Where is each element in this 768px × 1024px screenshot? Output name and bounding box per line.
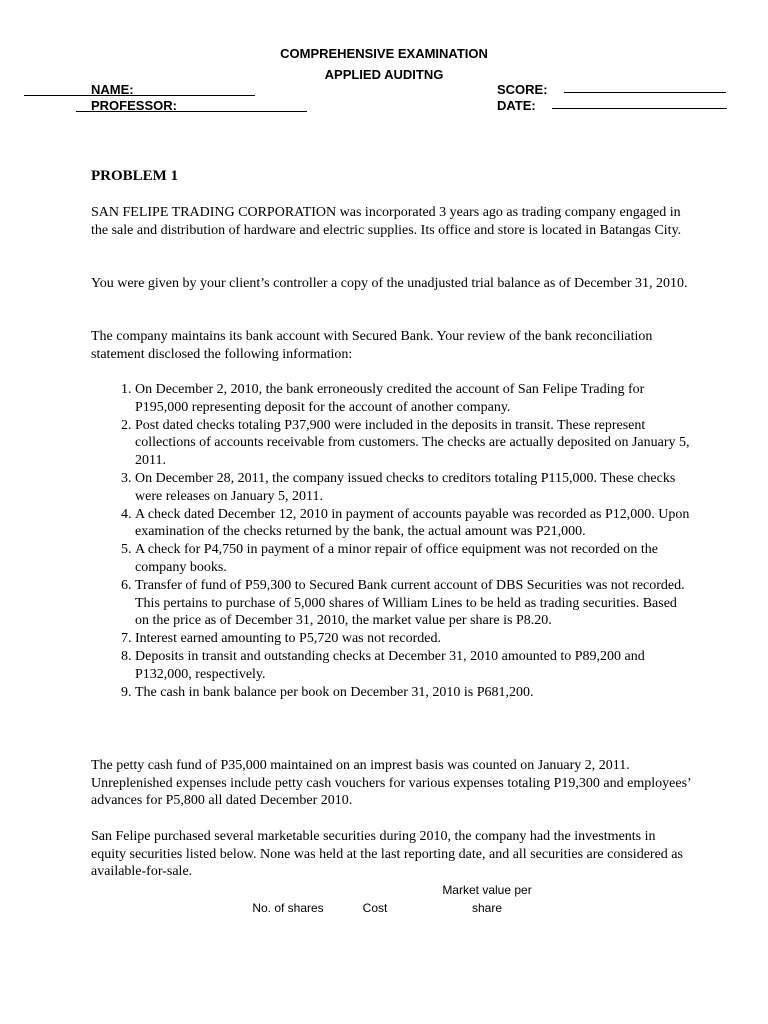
cost-column-header: Cost — [362, 901, 388, 915]
intro-paragraph: SAN FELIPE TRADING CORPORATION was incorporated 3 years ago as trading company engaged in the sale and distribution of hardware and electric supplies. Its office and store is located in Batangas City. — [91, 205, 682, 238]
shares-column-header: No. of shares — [252, 901, 324, 915]
name-line — [24, 95, 255, 96]
date-line — [552, 108, 727, 109]
problem-heading: PROBLEM 1 — [91, 168, 179, 184]
list-item: 7. Interest earned amounting to P5,720 was not recorded. — [135, 630, 691, 648]
list-item: 6. Transfer of fund of P59,300 to Secured Bank current account of DBS Securities was not recorded. This pertains to purchase of 5,000 shares of William Lines to be held as trading securities. Based on the price as of December 31, 2010, the market value per share is P8.20. — [135, 577, 691, 630]
list-item: 8. Deposits in transit and outstanding checks at December 31, 2010 amounted to P89,200 and P132,000, respectively. — [135, 648, 691, 684]
reconciliation-list — [91, 381, 691, 701]
petty-cash-paragraph: The petty cash fund of P35,000 maintained on an imprest basis was counted on January 2, 2011. Unreplenished expenses include petty cash vouchers for various expenses totaling P19,300 and employees’ advances for P5,800 all dated December 2010. — [91, 758, 691, 808]
name-label: NAME: — [91, 82, 134, 97]
professor-line — [76, 111, 307, 112]
market-value-header-line1: Market value per — [442, 883, 532, 897]
exam-title: COMPREHENSIVE EXAMINATION — [280, 46, 488, 61]
list-item: 2. Post dated checks totaling P37,900 were included in the deposits in transit. These represent collections of accounts receivable from customers. The checks are actually deposited on January 5, 2011. — [135, 417, 691, 470]
list-item: 9. The cash in bank balance per book on December 31, 2010 is P681,200. — [135, 684, 691, 702]
market-value-header-line2: share — [471, 901, 503, 915]
list-item: 5. A check for P4,750 in payment of a minor repair of office equipment was not recorded on the company books. — [135, 541, 691, 577]
score-label: SCORE: — [497, 82, 548, 97]
date-label: DATE: — [497, 98, 536, 113]
securities-paragraph: San Felipe purchased several marketable securities during 2010, the company had the investments in equity securities listed below. None was held at the last reporting date, and all securities are considered as available-for-sale. — [91, 829, 683, 879]
score-line — [564, 92, 726, 93]
trial-balance-paragraph: You were given by your client’s controller a copy of the unadjusted trial balance as of December 31, 2010. — [91, 276, 688, 291]
exam-subtitle: APPLIED AUDITNG — [324, 67, 444, 82]
list-item: 4. A check dated December 12, 2010 in payment of accounts payable was recorded as P12,000. Upon examination of the checks returned by the bank, the actual amount was P21,000. — [135, 506, 691, 542]
professor-label: PROFESSOR: — [91, 98, 177, 113]
bank-intro-paragraph: The company maintains its bank account with Secured Bank. Your review of the bank reconciliation statement disclosed the following information: — [91, 329, 653, 362]
list-item: 1. On December 2, 2010, the bank erroneously credited the account of San Felipe Trading for P195,000 representing deposit for the account of another company. — [135, 381, 691, 417]
list-item: 3. On December 28, 2011, the company issued checks to creditors totaling P115,000. These checks were releases on January 5, 2011. — [135, 470, 691, 506]
